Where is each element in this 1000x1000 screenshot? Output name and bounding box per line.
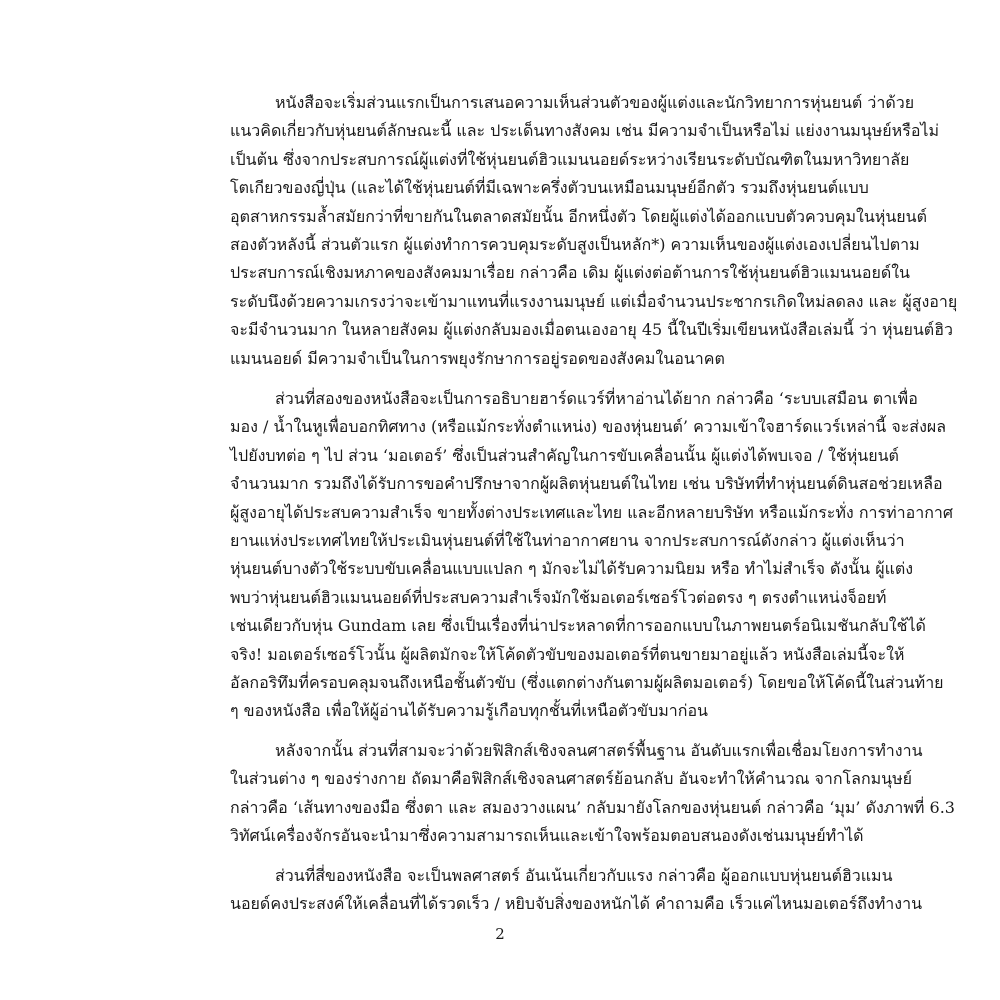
text-line: ระดับนึงด้วยความเกรงว่าจะเข้ามาแทนที่แรงงานมนุษย์ แต่เมื่อจำนวนประชากรเกิดใหม่ลดลง และ ผู้สูงอายุ bbox=[230, 291, 958, 311]
text-line: ผู้สูงอายุได้ประสบความสำเร็จ ขายทั้งต่างประเทศและไทย และอีกหลายบริษัท หรือแม้กระทั่ง การท่าอากาศ bbox=[230, 502, 954, 522]
text-line: จำนวนมาก รวมถึงได้รับการขอคำปรึกษาจากผู้ผลิตหุ่นยนต์ในไทย เช่น บริษัทที่ทำหุ่นยนต์ดินสอช่วยเหลือ bbox=[230, 474, 943, 494]
text-line: ประสบการณ์เชิงมหภาคของสังคมมาเรื่อย กล่าวคือ เดิม ผู้แต่งต่อต้านการใช้หุ่นยนต์ฮิวแมนนอยด์ใน bbox=[230, 263, 910, 283]
text-line: วิทัศน์เครื่องจักรอันจะนำมาซึ่งความสามารถเห็นและเข้าใจพร้อมตอบสนองดังเช่นมนุษย์ทำได้ bbox=[230, 826, 864, 846]
text-line: หุ่นยนต์บางตัวใช้ระบบขับเคลื่อนแบบแปลก ๆ มักจะไม่ได้รับความนิยม หรือ ทำไม่สำเร็จ ดังนั้น ผู้แต่ง bbox=[230, 559, 914, 579]
text-line: โตเกียวของญี่ปุ่น (และได้ใช้หุ่นยนต์ที่มีเฉพาะครึ่งตัวบนเหมือนมนุษย์อีกตัว รวมถึงหุ่นยนต์แบบ bbox=[230, 178, 869, 198]
text-line: เป็นต้น ซึ่งจากประสบการณ์ผู้แต่งที่ใช้หุ่นยนต์ฮิวแมนนอยด์ระหว่างเรียนระดับบัณฑิตในมหาวิทยาลัย bbox=[230, 149, 910, 169]
text-line: หลังจากนั้น ส่วนที่สามจะว่าด้วยฟิสิกส์เชิงจลนศาสตร์พื้นฐาน อันดับแรกเพื่อเชื่อมโยงการทำงาน bbox=[275, 741, 923, 760]
text-line: พบว่าหุ่นยนต์ฮิวแมนนอยด์ที่ประสบความสำเร็จมักใช้มอเตอร์เซอร์โวต่อตรง ๆ ตรงตำแหน่งจ็อยท์ bbox=[230, 587, 887, 607]
text-line: ๆ ของหนังสือ เพื่อให้ผู้อ่านได้รับความรู้เกือบทุกชั้นที่เหนือตัวขับมาก่อน bbox=[230, 701, 708, 721]
text-line: ไปยังบทต่อ ๆ ไป ส่วน ‘มอเตอร์’ ซึ่งเป็นส่วนสำคัญในการขับเคลื่อนนั้น ผู้แต่งได้พบเจอ / ใช้หุ่นยนต์ bbox=[230, 445, 899, 465]
text-line: ส่วนที่สองของหนังสือจะเป็นการอธิบายฮาร์ดแวร์ที่หาอ่านได้ยาก กล่าวคือ ‘ระบบเสมือน ตาเพื่อ bbox=[275, 389, 918, 408]
text-line: จริง! มอเตอร์เซอร์โวนั้น ผู้ผลิตมักจะให้โค้ดตัวขับของมอเตอร์ที่ตนขายมาอยู่แล้ว หนังสือเล่มนี้จะให้ bbox=[230, 644, 905, 664]
text-line: มอง / น้ำในหูเพื่อบอกทิศทาง (หรือแม้กระทั่งตำแหน่ง) ของหุ่นยนต์’ ความเข้าใจฮาร์ดแวร์เหล่านี้ จะส่งผล bbox=[230, 417, 947, 437]
text-line: กล่าวคือ ‘เส้นทางของมือ ซึ่งตา และ สมองวางแผน’ กลับมายังโลกของหุ่นยนต์ กล่าวคือ ‘มุม’ ดังภาพที่ 6.3 bbox=[230, 797, 955, 817]
text-line: เช่นเดียวกับหุ่น Gundam เลย ซึ่งเป็นเรื่องที่น่าประหลาดที่การออกแบบในภาพยนตร์อนิเมชันกลับใช้ได้ bbox=[230, 616, 926, 636]
text-line: สองตัวหลังนี้ ส่วนตัวแรก ผู้แต่งทำการควบคุมระดับสูงเป็นหลัก*) ความเห็นของผู้แต่งเองเปลี่ยนไปตาม bbox=[230, 235, 920, 254]
text-line: อุตสาหกรรมล้ำสมัยกว่าที่ขายกันในตลาดสมัยนั้น อีกหนึ่งตัว โดยผู้แต่งได้ออกแบบตัวควบคุมในหุ่นยนต์ bbox=[230, 206, 927, 226]
text-line: นอยด์คงประสงค์ให้เคลื่อนที่ได้รวดเร็ว / หยิบจับสิ่งของหนักได้ คำถามคือ เร็วแค่ไหนมอเตอร์ถึงทำงาน bbox=[230, 894, 923, 914]
text-line: ยานแห่งประเทศไทยให้ประเมินหุ่นยนต์ที่ใช้ในท่าอากาศยาน จากประสบการณ์ดังกล่าว ผู้แต่งเห็นว่า bbox=[230, 531, 905, 550]
text-line: แมนนอยด์ มีความจำเป็นในการพยุงรักษาการอยู่รอดของสังคมในอนาคต bbox=[230, 348, 725, 368]
text-line: จะมีจำนวนมาก ในหลายสังคม ผู้แต่งกลับมองเมื่อตนเองอายุ 45 นี้ในปีเริ่มเขียนหนังสือเล่มนี้ ว่า หุ่นยนต์ฮิว bbox=[230, 320, 953, 340]
page-number: 2 bbox=[495, 925, 505, 943]
text-line: ในส่วนต่าง ๆ ของร่างกาย ถัดมาคือฟิสิกส์เชิงจลนศาสตร์ย้อนกลับ อันจะทำให้คำนวณ จากโลกมนุษย์ bbox=[230, 769, 913, 789]
text-line: หนังสือจะเริ่มส่วนแรกเป็นการเสนอความเห็นส่วนตัวของผู้แต่งและนักวิทยาการหุ่นยนต์ ว่าด้วย bbox=[275, 93, 915, 112]
text-line: แนวคิดเกี่ยวกับหุ่นยนต์ลักษณะนี้ และ ประเด็นทางสังคม เช่น มีความจำเป็นหรือไม่ แย่งงานมนุษย์หรือไม่ bbox=[230, 121, 940, 141]
text-line: ส่วนที่สี่ของหนังสือ จะเป็นพลศาสตร์ อันเน้นเกี่ยวกับแรง กล่าวคือ ผู้ออกแบบหุ่นยนต์ฮิวแมน bbox=[275, 866, 893, 885]
text-line: อัลกอริทึมที่ครอบคลุมจนถึงเหนือชั้นตัวขับ (ซึ่งแตกต่างกันตามผู้ผลิตมอเตอร์) โดยขอให้โค้ดนี้ในส่วนท้าย bbox=[230, 673, 944, 692]
